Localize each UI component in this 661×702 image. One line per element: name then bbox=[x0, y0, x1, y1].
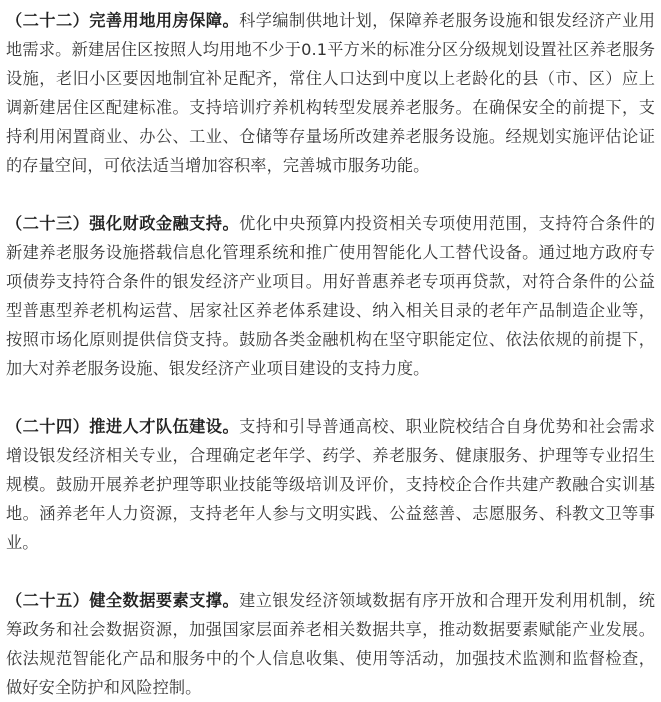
section-text: 优化中央预算内投资相关专项使用范围，支持符合条件的新建养老服务设施搭载信息化管理系统和推广使用智能化人工替代设备。通过地方政府专项债券支持符合条件的银发经济产业项目。用好普惠养老专项再贷款，对符合条件的公益型普惠型养老机构运营、居家社区养老体系建设、纳入相关目录的老年产品制造企业等，按照市场化原则提供信贷支持。鼓励各类金融机构在坚守职能定位、依法依规的前提下，加大对养老服务设施、银发经济产业项目建设的支持力度。 bbox=[6, 214, 655, 378]
section-heading: （二十三）强化财政金融支持。 bbox=[6, 214, 240, 233]
section-22 bbox=[6, 6, 655, 180]
section-heading: （二十五）健全数据要素支撑。 bbox=[6, 591, 240, 610]
section-text: 支持和引导普通高校、职业院校结合自身优势和社会需求增设银发经济相关专业，合理确定老年学、药学、养老服务、健康服务、护理等专业招生规模。鼓励开展养老护理等职业技能等级培训及评价，支持校企合作共建产教融合实训基地。涵养老年人力资源，支持老年人参与文明实践、公益慈善、志愿服务、科教文卫等事业。 bbox=[6, 417, 655, 552]
section-heading: （二十四）推进人才队伍建设。 bbox=[6, 417, 240, 436]
section-23 bbox=[6, 209, 655, 383]
section-text: 科学编制供地计划，保障养老服务设施和银发经济产业用地需求。新建居住区按照人均用地不少于0.1平方米的标准分区分级规划设置社区养老服务设施，老旧小区要因地制宜补足配齐，常住人口达到中度以上老龄化的县（市、区）应上调新建居住区配建标准。支持培训疗养机构转型发展养老服务。在确保安全的前提下，支持利用闲置商业、办公、工业、仓储等存量场所改建养老服务设施。经规划实施评估论证的存量空间，可依法适当增加容积率，完善城市服务功能。 bbox=[6, 11, 655, 175]
section-text: 建立银发经济领域数据有序开放和合理开发利用机制，统筹政务和社会数据资源，加强国家层面养老相关数据共享，推动数据要素赋能产业发展。依法规范智能化产品和服务中的个人信息收集、使用等活动，加强技术监测和监督检查，做好安全防护和风险控制。 bbox=[6, 591, 655, 697]
section-24 bbox=[6, 412, 655, 557]
section-heading: （二十二）完善用地用房保障。 bbox=[6, 11, 240, 30]
section-25 bbox=[6, 586, 655, 702]
